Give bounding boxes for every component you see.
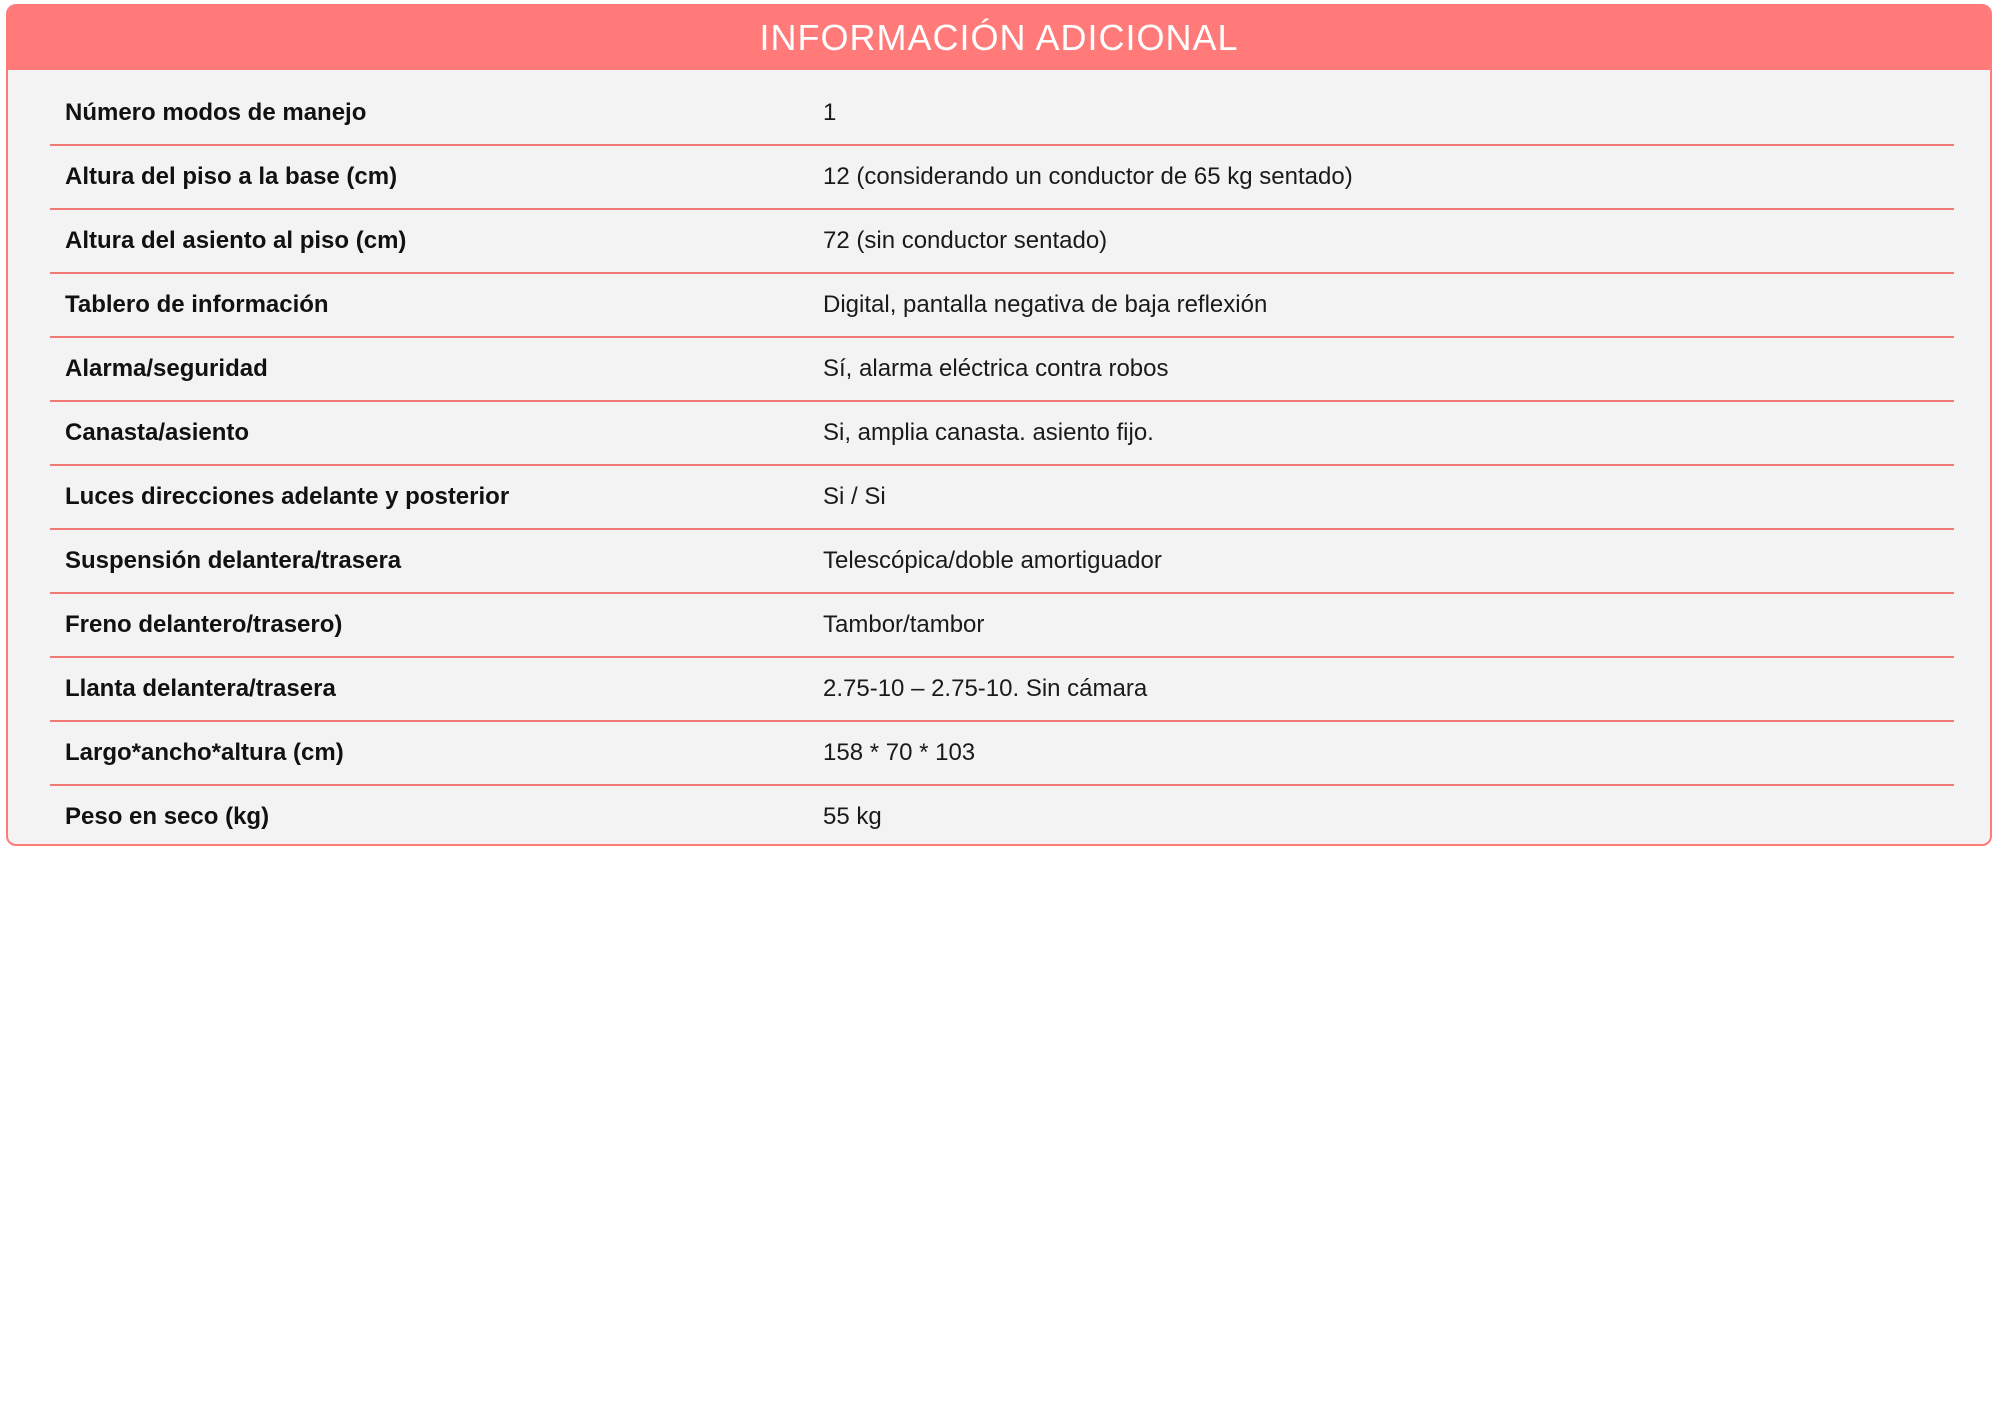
spec-value: Tambor/tambor [823, 611, 985, 638]
spec-label: Altura del asiento al piso (cm) [65, 227, 407, 254]
spec-row-dimensions [50, 722, 1954, 786]
spec-value: 72 (sin conductor sentado) [823, 227, 1108, 254]
spec-value: Si / Si [823, 483, 886, 510]
spec-row-driving-modes [50, 82, 1954, 146]
spec-label: Canasta/asiento [65, 419, 250, 446]
spec-value: Telescópica/doble amortiguador [823, 547, 1162, 574]
spec-row-tires [50, 658, 1954, 722]
spec-row-seat-height [50, 210, 1954, 274]
spec-value: Sí, alarma eléctrica contra robos [823, 355, 1169, 382]
spec-row-suspension [50, 530, 1954, 594]
spec-value: 12 (considerando un conductor de 65 kg sentado) [823, 163, 1353, 190]
spec-label: Llanta delantera/trasera [65, 675, 336, 702]
spec-row-brakes [50, 594, 1954, 658]
spec-table [50, 82, 1954, 846]
spec-label: Altura del piso a la base (cm) [65, 163, 398, 190]
spec-label: Peso en seco (kg) [65, 803, 270, 830]
spec-label: Largo*ancho*altura (cm) [65, 739, 344, 766]
spec-value: 2.75-10 – 2.75-10. Sin cámara [823, 675, 1148, 702]
spec-value: Digital, pantalla negativa de baja reflexión [823, 291, 1268, 318]
spec-row-dry-weight [50, 786, 1954, 846]
spec-row-alarm [50, 338, 1954, 402]
spec-row-turn-lights [50, 466, 1954, 530]
spec-label: Alarma/seguridad [65, 355, 268, 382]
spec-value: 55 kg [823, 803, 882, 830]
spec-row-basket-seat [50, 402, 1954, 466]
spec-label: Suspensión delantera/trasera [65, 547, 402, 574]
panel-title: INFORMACIÓN ADICIONAL [8, 6, 1990, 70]
additional-info-panel [6, 4, 1992, 846]
spec-label: Número modos de manejo [65, 99, 367, 126]
spec-value: Si, amplia canasta. asiento fijo. [823, 419, 1154, 446]
spec-label: Luces direcciones adelante y posterior [65, 483, 510, 510]
spec-value: 158 * 70 * 103 [823, 739, 976, 766]
spec-value: 1 [823, 99, 837, 126]
spec-label: Tablero de información [65, 291, 329, 318]
spec-row-floor-height [50, 146, 1954, 210]
spec-label: Freno delantero/trasero) [65, 611, 343, 638]
spec-row-dashboard [50, 274, 1954, 338]
